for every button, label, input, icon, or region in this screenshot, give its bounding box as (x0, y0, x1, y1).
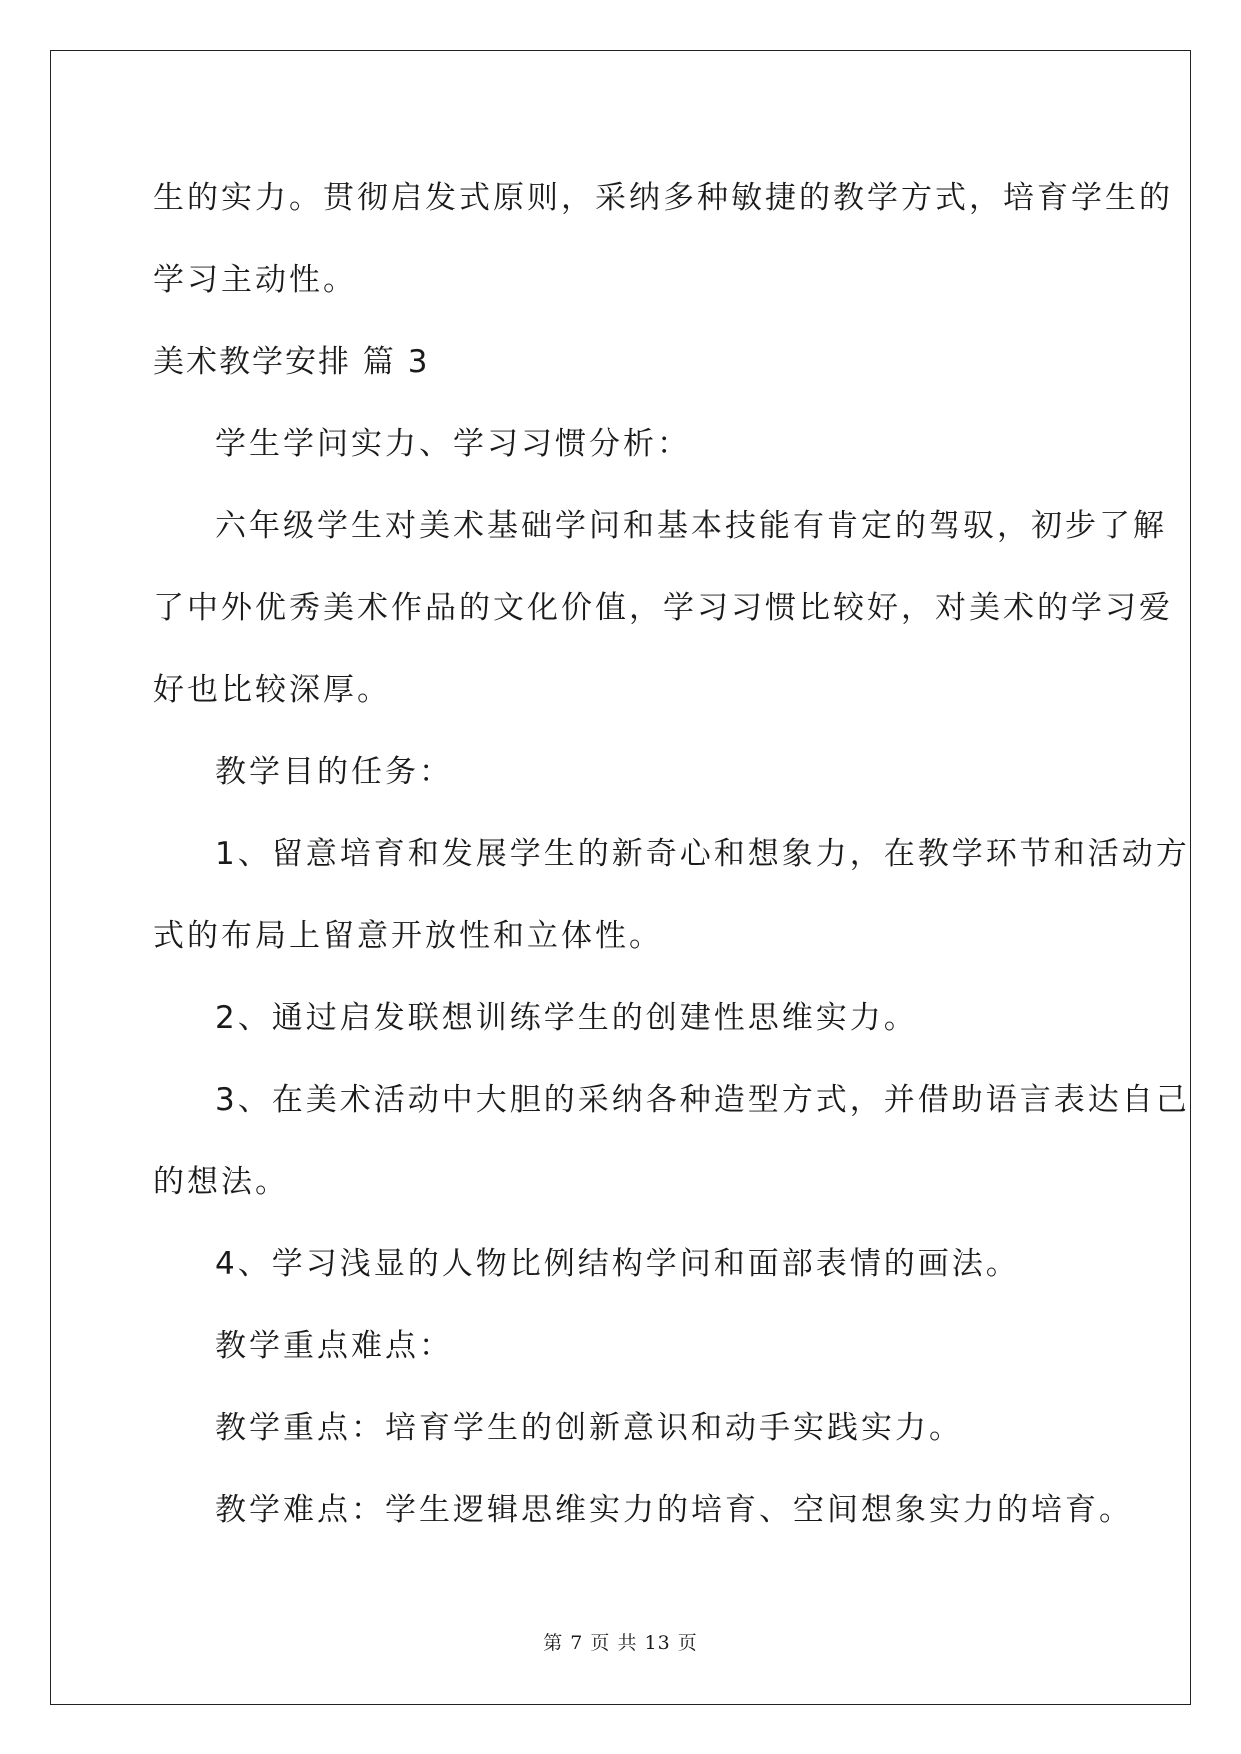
text-line: 教学难点：学生逻辑思维实力的培育、空间想象实力的培育。 (215, 1492, 1133, 1528)
list-item: 3、在美术活动中大胆的采纳各种造型方式，并借助语言表达自己 (215, 1082, 1190, 1118)
text-line: 教学重点：培育学生的创新意识和动手实践实力。 (215, 1410, 963, 1446)
list-item: 1、留意培育和发展学生的新奇心和想象力，在教学环节和活动方 (215, 836, 1190, 872)
list-item: 2、通过启发联想训练学生的创建性思维实力。 (215, 1000, 918, 1036)
text-line: 的想法。 (153, 1164, 289, 1200)
list-item: 4、学习浅显的人物比例结构学问和面部表情的画法。 (215, 1246, 1020, 1282)
text-line: 六年级学生对美术基础学问和基本技能有肯定的驾驭，初步了解 (215, 508, 1167, 544)
document-body (153, 157, 1190, 1551)
text-line: 生的实力。贯彻启发式原则，采纳多种敏捷的教学方式，培育学生的 (153, 180, 1173, 216)
section-heading: 美术教学安排 篇 3 (153, 344, 430, 380)
text-line: 了中外优秀美术作品的文化价值，学习习惯比较好，对美术的学习爱 (153, 590, 1173, 626)
subheading: 教学重点难点： (215, 1328, 453, 1364)
subheading: 学生学问实力、学习习惯分析： (215, 426, 691, 462)
page-footer: 第 7 页 共 13 页 (543, 1632, 698, 1654)
text-line: 学习主动性。 (153, 262, 357, 298)
subheading: 教学目的任务： (215, 754, 453, 790)
text-line: 式的布局上留意开放性和立体性。 (153, 918, 663, 954)
text-line: 好也比较深厚。 (153, 672, 391, 708)
